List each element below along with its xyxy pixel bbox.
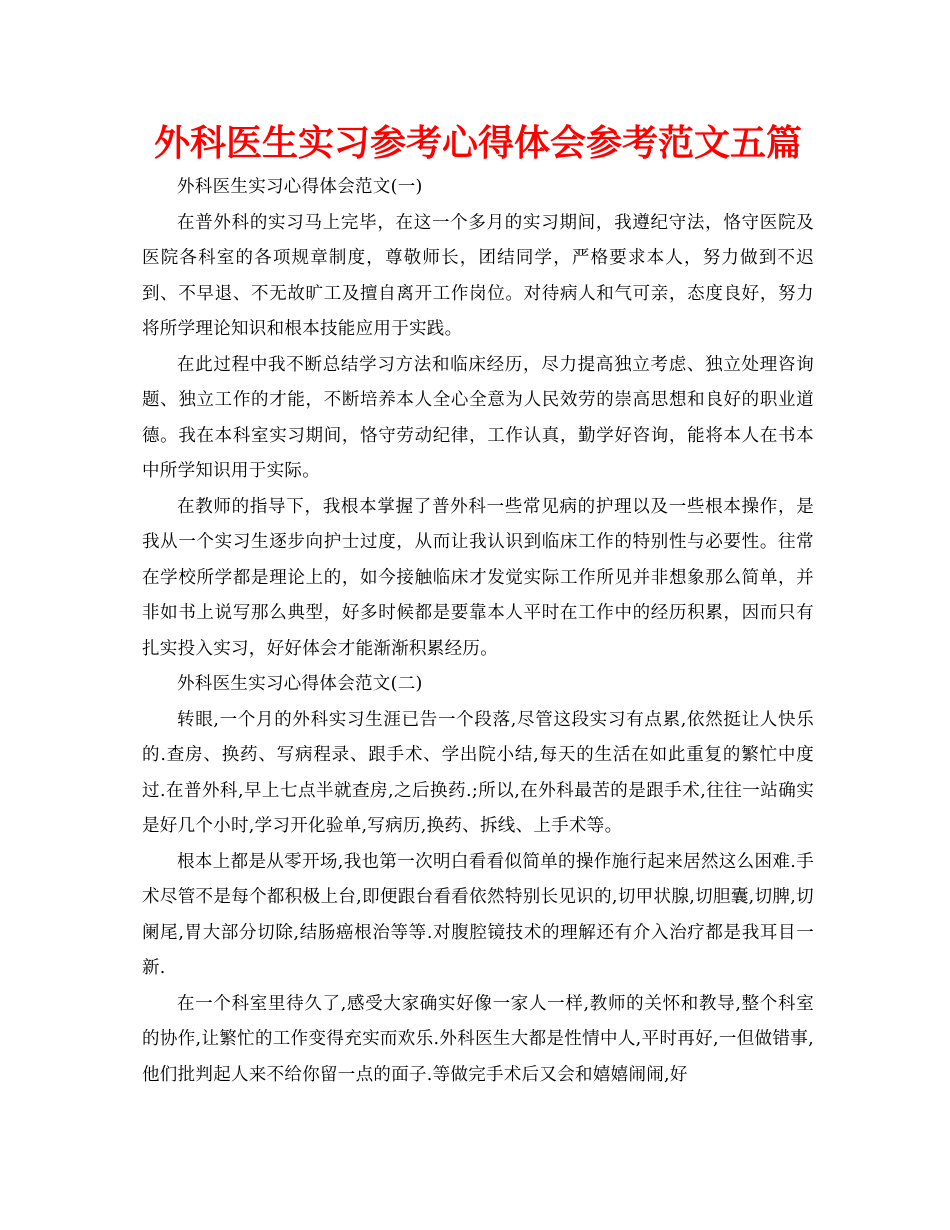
paragraph: 转眼,一个月的外科实习生涯已告一个段落,尽管这段实习有点累,依然挺让人快乐的.查房、换药、写病程录、跟手术、学出院小结,每天的生活在如此重复的繁忙中度过.在普外科,早上七点半就查房,之后换药.;所以,在外科最苦的是跟手术,往往一站确实是好几个小时,学习开化验单,写病历,换药、拆线、上手术等。 — [142, 709, 814, 836]
paragraph: 在普外科的实习马上完毕，在这一个多月的实习期间，我遵纪守法，恪守医院及医院各科室的各项规章制度，尊敬师长，团结同学，严格要求本人，努力做到不迟到、不早退、不无故旷工及擅自离开工作岗位。对待病人和气可亲，态度良好，努力将所学理论知识和根本技能应用于实践。 — [142, 212, 814, 339]
document-body — [142, 170, 814, 1093]
paragraph: 在此过程中我不断总结学习方法和临床经历，尽力提高独立考虑、独立处理咨询题、独立工作的才能，不断培养本人全心全意为人民效劳的崇高思想和良好的职业道德。我在本科室实习期间，恪守劳动纪律，工作认真，勤学好咨询，能将本人在书本中所学知识用于实际。 — [142, 354, 814, 481]
section-heading-2: 外科医生实习心得体会范文(二) — [177, 674, 423, 694]
document-title: 外科医生实习参考心得体会参考范文五篇 — [153, 123, 802, 164]
paragraph: 在一个科室里待久了,感受大家确实好像一家人一样,教师的关怀和教导,整个科室的协作,让繁忙的工作变得充实而欢乐.外科医生大都是性情中人,平时再好,一但做错事,他们批判起人来不给你留一点的面子.等做完手术后又会和嬉嬉闹闹,好 — [142, 993, 814, 1085]
paragraph: 在教师的指导下，我根本掌握了普外科一些常见病的护理以及一些根本操作，是我从一个实习生逐步向护士过度，从而让我认识到临床工作的特别性与必要性。往常在学校所学都是理论上的，如今接触临床才发觉实际工作所见并非想象那么简单，并非如书上说写那么典型，好多时候都是要靠本人平时在工作中的经历积累，因而只有扎实投入实习，好好体会才能渐渐积累经历。 — [142, 496, 814, 659]
document-page — [142, 118, 814, 1093]
section-heading-1: 外科医生实习心得体会范文(一) — [177, 177, 423, 197]
paragraph: 根本上都是从零开场,我也第一次明白看看似简单的操作施行起来居然这么困难.手术尽管不是每个都积极上台,即便跟台看看依然特别长见识的,切甲状腺,切胆囊,切脾,切阑尾,胃大部分切除,结肠癌根治等等.对腹腔镜技术的理解还有介入治疗都是我耳目一新. — [142, 851, 814, 978]
